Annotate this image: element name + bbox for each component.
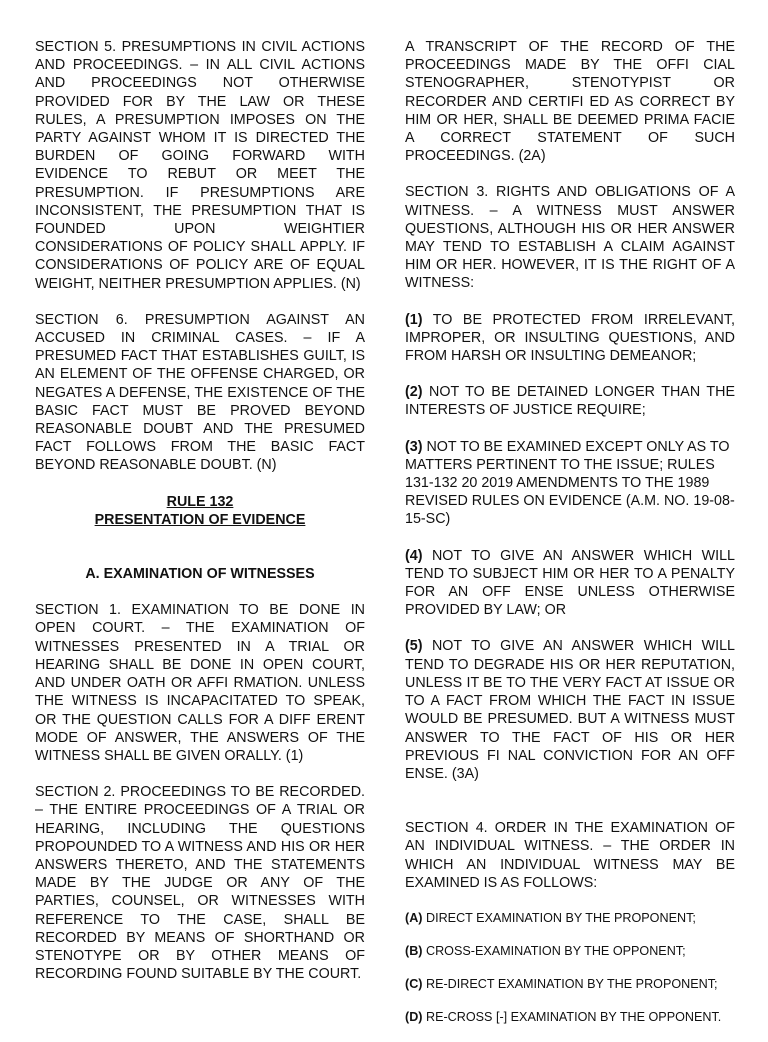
right-item — [405, 547, 735, 620]
rule-title: PRESENTATION OF EVIDENCE — [94, 511, 306, 528]
transcript-paragraph: A TRANSCRIPT OF THE RECORD OF THE PROCEEDINGS MADE BY THE OFFI CIAL STENOGRAPHER, STENOTYPIST OR RECORDER AND CERTIFI ED AS CORRECT BY HIM OR HER, SHALL BE DEEMED PRIMA FACIE A CORRECT STATEMENT OF SUCH PROCEEDINGS. (2A) — [405, 39, 735, 165]
order-item-text: RE-CROSS [-] EXAMINATION BY THE OPPONENT. — [422, 1009, 722, 1024]
order-item — [405, 976, 735, 992]
right-item-text: NOT TO GIVE AN ANSWER WHICH WILL TEND TO DEGRADE HIS OR HER REPUTATION, UNLESS IT BE TO THE VERY FACT AT ISSUE OR TO A FACT FROM WHICH THE FACT IN ISSUE WOULD BE PRESUMED. BUT A WITNESS MUST ANSWER TO THE FACT OF HIS OR HER PREVIOUS FI NAL CONVICTION FOR AN OFF ENSE. (3A) — [405, 638, 735, 782]
order-item-text: DIRECT EXAMINATION BY THE PROPONENT; — [422, 910, 696, 925]
right-item-label: (4) — [405, 547, 423, 564]
order-item — [405, 1009, 735, 1025]
order-item — [405, 943, 735, 959]
right-item-text: TO BE PROTECTED FROM IRRELEVANT, IMPROPER, OR INSULTING QUESTIONS, AND FROM HARSH OR INSULTING DEMEANOR; — [405, 311, 735, 365]
left-column — [35, 38, 365, 1001]
right-item-label: (2) — [405, 384, 423, 401]
section-1-paragraph: SECTION 1. EXAMINATION TO BE DONE IN OPEN COURT. – THE EXAMINATION OF WITNESSES PRESENTED IN A TRIAL OR HEARING SHALL BE DONE IN OPEN COURT, AND UNDER OATH OR AFFI RMATION. UNLESS THE WITNESS IS INCAPACITATED TO SPEAK, OR THE QUESTION CALLS FOR A DIFF ERENT MODE OF ANSWER, THE ANSWERS OF THE WITNESS SHALL BE GIVEN ORALLY. (1) — [35, 602, 365, 764]
right-item-text: NOT TO BE EXAMINED EXCEPT ONLY AS TO MATTERS PERTINENT TO THE ISSUE; RULES 131-132 20 2019 AMENDMENTS TO THE 1989 REVISED RULES ON EVIDENCE (A.M. NO. 19-08-15-SC) — [405, 438, 735, 528]
right-item-label: (3) — [405, 438, 423, 455]
section-2-paragraph: SECTION 2. PROCEEDINGS TO BE RECORDED. – THE ENTIRE PROCEEDINGS OF A TRIAL OR HEARING, INCLUDING THE QUESTIONS PROPOUNDED TO A WITNESS AND HIS OR HER ANSWERS THERETO, AND THE STATEMENTS MADE BY THE JUDGE OR ANY OF THE PARTIES, COUNSEL, OR WITNESSES WITH REFERENCE TO THE CASE, SHALL BE RECORDED BY MEANS OF SHORTHAND OR STENOTYPE OR BY OTHER MEANS OF RECORDING FOUND SUITABLE BY THE COURT. — [35, 784, 365, 983]
right-item-label: (5) — [405, 638, 423, 655]
order-item-label: (D) — [405, 1009, 423, 1024]
section-a-heading: A. EXAMINATION OF WITNESSES — [85, 566, 315, 583]
order-item-text: RE-DIRECT EXAMINATION BY THE PROPONENT; — [422, 976, 718, 991]
order-item — [405, 910, 735, 926]
rule-heading — [35, 493, 365, 529]
right-column — [405, 38, 735, 1042]
order-item-label: (A) — [405, 910, 423, 925]
right-item-text: NOT TO GIVE AN ANSWER WHICH WILL TEND TO SUBJECT HIM OR HER TO A PENALTY FOR AN OFF ENSE UNLESS OTHERWISE PROVIDED BY LAW; OR — [405, 547, 735, 619]
right-item-text: NOT TO BE DETAINED LONGER THAN THE INTERESTS OF JUSTICE REQUIRE; — [405, 384, 735, 419]
section-4-paragraph: SECTION 4. ORDER IN THE EXAMINATION OF AN INDIVIDUAL WITNESS. – THE ORDER IN WHICH AN INDIVIDUAL WITNESS MAY BE EXAMINED IS AS FOLLOWS: — [405, 820, 735, 891]
section-5-paragraph: SECTION 5. PRESUMPTIONS IN CIVIL ACTIONS AND PROCEEDINGS. – IN ALL CIVIL ACTIONS AND PROCEEDINGS NOT OTHERWISE PROVIDED FOR BY THE LAW OR THESE RULES, A PRESUMPTION IMPOSES ON THE PARTY AGAINST WHOM IT IS DIRECTED THE BURDEN OF GOING FORWARD WITH EVIDENCE TO REBUT OR MEET THE PRESUMPTION. IF PRESUMPTIONS ARE INCONSISTENT, THE PRESUMPTION THAT IS FOUNDED UPON WEIGHTIER CONSIDERATIONS OF POLICY SHALL APPLY. IF CONSIDERATIONS OF POLICY ARE OF EQUAL WEIGHT, NEITHER PRESUMPTION APPLIES. (N) — [35, 39, 365, 292]
right-item — [405, 637, 735, 783]
right-item-label: (1) — [405, 311, 423, 328]
rule-number: RULE 132 — [166, 493, 234, 510]
order-item-label: (C) — [405, 976, 423, 991]
right-item — [405, 438, 735, 529]
order-item-label: (B) — [405, 943, 423, 958]
section-3-paragraph: SECTION 3. RIGHTS AND OBLIGATIONS OF A WITNESS. – A WITNESS MUST ANSWER QUESTIONS, ALTHOUGH HIS OR HER ANSWER MAY TEND TO ESTABLISH A CLAIM AGAINST HIM OR HER. HOWEVER, IT IS THE RIGHT OF A WITNESS: — [405, 184, 735, 292]
section-6-paragraph: SECTION 6. PRESUMPTION AGAINST AN ACCUSED IN CRIMINAL CASES. – IF A PRESUMED FACT THAT ESTABLISHES GUILT, IS AN ELEMENT OF THE OFFENSE CHARGED, OR NEGATES A DEFENSE, THE EXISTENCE OF THE BASIC FACT MUST BE PROVED BEYOND REASONABLE DOUBT AND THE PRESUMED FACT FOLLOWS FROM THE BASIC FACT BEYOND REASONABLE DOUBT. (N) — [35, 311, 365, 474]
spacer — [405, 801, 735, 819]
right-item — [405, 311, 735, 366]
order-item-text: CROSS-EXAMINATION BY THE OPPONENT; — [422, 943, 686, 958]
right-item — [405, 383, 735, 419]
